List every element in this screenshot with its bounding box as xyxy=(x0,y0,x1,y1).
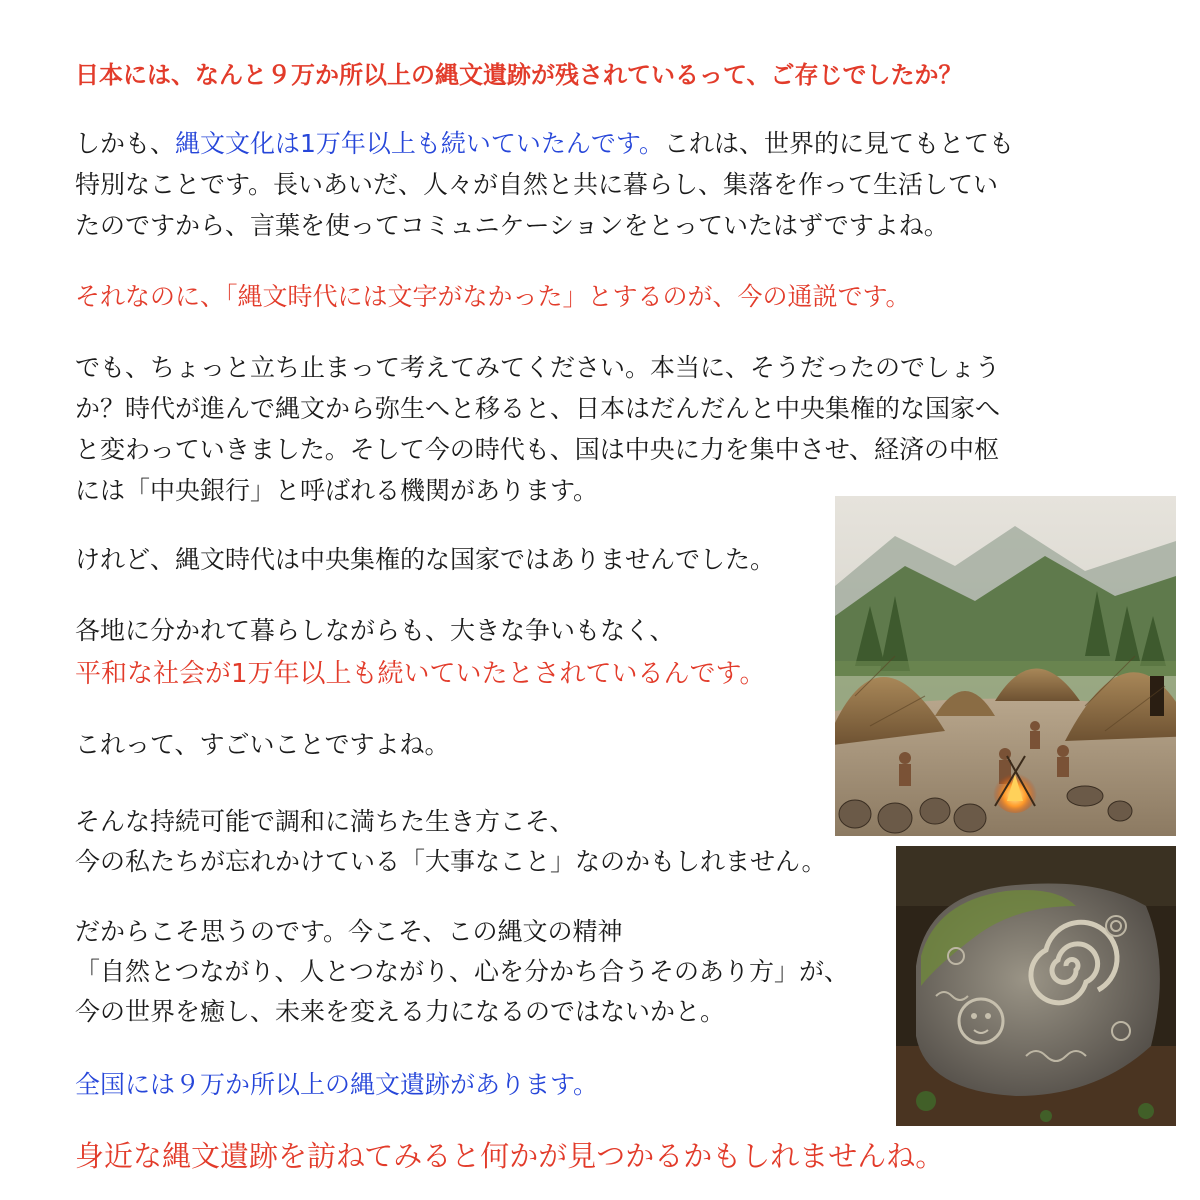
jomon-village-image xyxy=(835,496,1176,836)
p1-highlight: 縄文文化は1万年以上も続いていたんです。 xyxy=(175,129,664,158)
village-illustration xyxy=(835,496,1176,836)
paragraph-8-line-1: だからこそ思うのです。今こそ、この縄文の精神 xyxy=(75,917,623,946)
paragraph-4: けれど、縄文時代は中央集権的な国家ではありませんでした。 xyxy=(75,545,776,574)
stone-illustration xyxy=(896,846,1176,1126)
closing-line: 身近な縄文遺跡を訪ねてみると何かが見つかるかもしれませんね。 xyxy=(75,1139,945,1173)
paragraph-8-line-3: 今の世界を癒し、未来を変える力になるのではないかと。 xyxy=(75,997,726,1026)
paragraph-9: 全国には９万か所以上の縄文遺跡があります。 xyxy=(75,1070,599,1099)
paragraph-6: これって、すごいことですよね。 xyxy=(75,730,450,759)
paragraph-8-line-2: 「自然とつながり、人とつながり、心を分かち合うそのあり方」が、 xyxy=(75,957,850,986)
p1-prefix: しかも、 xyxy=(75,129,176,158)
paragraph-1-line-3: たのですから、言葉を使ってコミュニケーションをとっていたはずですよね。 xyxy=(75,211,949,240)
paragraph-1-line-1 xyxy=(75,127,1014,161)
paragraph-1-line-2: 特別なことです。長いあいだ、人々が自然と共に暮らし、集落を作って生活してい xyxy=(75,170,999,199)
paragraph-5-line-2: 平和な社会が1万年以上も続いていたとされているんです。 xyxy=(75,659,766,689)
paragraph-5-line-1: 各地に分かれて暮らしながらも、大きな争いもなく、 xyxy=(75,616,675,645)
lead-headline: 日本には、なんと９万か所以上の縄文遺跡が残されているって、ご存じでしたか？ xyxy=(75,61,963,89)
paragraph-2: それなのに、「縄文時代には文字がなかった」とするのが、今の通説です。 xyxy=(75,282,911,311)
paragraph-3-line-2: か？時代が進んで縄文から弥生へと移ると、日本はだんだんと中央集権的な国家へ xyxy=(75,394,1001,423)
carved-stone-image xyxy=(896,846,1176,1126)
paragraph-3-line-4: には「中央銀行」と呼ばれる機関があります。 xyxy=(75,476,599,505)
p1-suffix: これは、世界的に見てもとても xyxy=(663,129,1014,158)
paragraph-3-line-1: でも、ちょっと立ち止まって考えてみてください。本当に、そうだったのでしょう xyxy=(75,353,1001,382)
paragraph-7-line-1: そんな持続可能で調和に満ちた生き方こそ、 xyxy=(75,807,575,836)
paragraph-7-line-2: 今の私たちが忘れかけている「大事なこと」なのかもしれません。 xyxy=(75,847,827,876)
paragraph-3-line-3: と変わっていきました。そして今の時代も、国は中央に力を集中させ、経済の中枢 xyxy=(75,435,1000,464)
